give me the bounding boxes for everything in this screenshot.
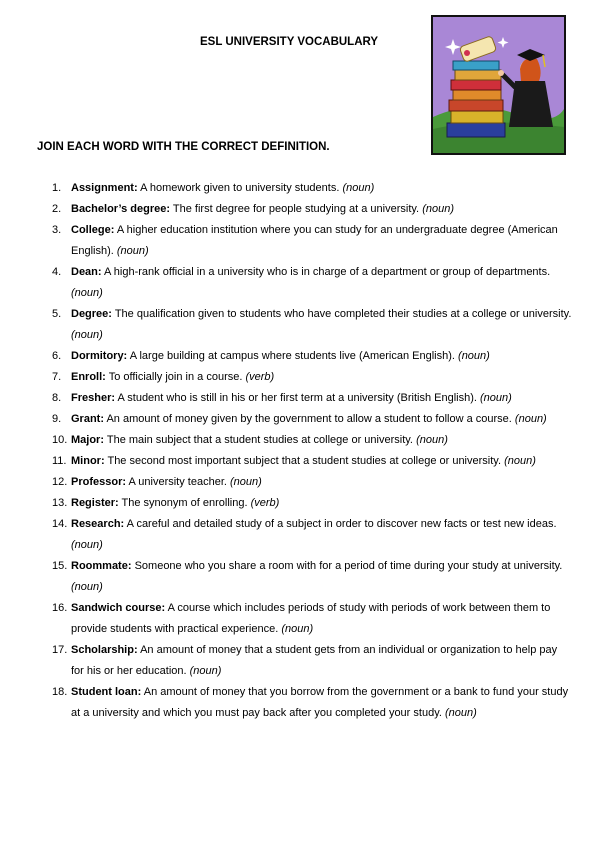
- list-item: [52, 199, 572, 220]
- item-part-of-speech: (noun): [504, 455, 536, 467]
- item-term: Dormitory:: [71, 350, 128, 362]
- item-definition: A higher education institution where you can study for an undergraduate degree (American English).: [71, 224, 558, 257]
- item-definition: An amount of money given by the government to allow a student to follow a course.: [106, 413, 512, 425]
- item-part-of-speech: (noun): [71, 581, 103, 593]
- item-part-of-speech: (noun): [281, 623, 314, 635]
- item-number: 5.: [52, 308, 62, 320]
- item-definition: The main subject that a student studies at college or university.: [106, 434, 413, 446]
- list-item: [52, 598, 572, 640]
- item-part-of-speech: (noun): [342, 182, 375, 194]
- item-number: 14.: [52, 518, 68, 530]
- item-number: 15.: [52, 560, 68, 572]
- item-definition: A careful and detailed study of a subject in order to discover new facts or test new ideas.: [126, 518, 557, 530]
- item-term: Major:: [71, 434, 104, 446]
- item-number: 7.: [52, 371, 62, 383]
- item-part-of-speech: (noun): [71, 287, 103, 299]
- item-number: 10.: [52, 434, 68, 446]
- item-definition: An amount of money that a student gets from an individual or organization to help pay for his or her education.: [71, 644, 558, 677]
- item-part-of-speech: (noun): [445, 707, 477, 719]
- item-term: Enroll:: [71, 371, 106, 383]
- list-item: [52, 493, 572, 514]
- list-item: [52, 304, 572, 346]
- list-item: [52, 388, 572, 409]
- item-term: Fresher:: [71, 392, 116, 404]
- item-definition: The qualification given to students who have completed their studies at a college or university.: [114, 308, 572, 320]
- item-definition: An amount of money that you borrow from the government or a bank to fund your study at a university and which you must pay back after you completed your study.: [71, 686, 569, 719]
- item-part-of-speech: (noun): [189, 665, 222, 677]
- instructions-heading: JOIN EACH WORD WITH THE CORRECT DEFINITION.: [37, 141, 330, 153]
- item-term: Register:: [71, 497, 119, 509]
- item-definition: A large building at campus where students live (American English).: [129, 350, 455, 362]
- list-item: [52, 367, 572, 388]
- item-definition: Someone who you share a room with for a period of time during your study at university.: [134, 560, 563, 572]
- vocabulary-list: [52, 178, 572, 724]
- item-term: Bachelor’s degree:: [71, 203, 171, 215]
- item-part-of-speech: (noun): [71, 329, 103, 341]
- item-term: Minor:: [71, 455, 105, 467]
- item-number: 18.: [52, 686, 68, 698]
- item-definition: A high-rank official in a university who is in charge of a department or group of departments.: [104, 266, 551, 278]
- list-item: [52, 640, 572, 682]
- item-term: Dean:: [71, 266, 102, 278]
- item-term: Sandwich course:: [71, 602, 166, 614]
- item-definition: To officially join in a course.: [108, 371, 243, 383]
- item-part-of-speech: (noun): [416, 434, 448, 446]
- item-number: 12.: [52, 476, 68, 488]
- list-item: [52, 556, 572, 598]
- item-term: Degree:: [71, 308, 112, 320]
- item-term: Professor:: [71, 476, 127, 488]
- item-number: 1.: [52, 182, 62, 194]
- item-part-of-speech: (verb): [250, 497, 280, 509]
- list-item: [52, 262, 572, 304]
- graduate-with-books-icon: [431, 15, 566, 155]
- item-number: 9.: [52, 413, 62, 425]
- list-item: [52, 409, 572, 430]
- item-number: 8.: [52, 392, 62, 404]
- item-part-of-speech: (noun): [71, 539, 103, 551]
- item-term: Assignment:: [71, 182, 138, 194]
- item-number: 16.: [52, 602, 68, 614]
- item-definition: A course which includes periods of study with periods of work between them to provide students with practical experience.: [71, 602, 551, 635]
- item-part-of-speech: (noun): [458, 350, 490, 362]
- item-part-of-speech: (verb): [245, 371, 275, 383]
- item-definition: A homework given to university students.: [140, 182, 340, 194]
- item-part-of-speech: (noun): [422, 203, 454, 215]
- list-item: [52, 430, 572, 451]
- item-number: 2.: [52, 203, 62, 215]
- item-term: Scholarship:: [71, 644, 138, 656]
- item-part-of-speech: (noun): [480, 392, 512, 404]
- item-number: 4.: [52, 266, 62, 278]
- item-definition: The first degree for people studying at a university.: [172, 203, 420, 215]
- item-number: 13.: [52, 497, 68, 509]
- item-definition: A university teacher.: [128, 476, 227, 488]
- item-term: Grant:: [71, 413, 104, 425]
- list-item: [52, 178, 572, 199]
- page-title: ESL UNIVERSITY VOCABULARY: [200, 36, 379, 48]
- item-number: 11.: [52, 455, 67, 467]
- item-term: Roommate:: [71, 560, 132, 572]
- item-definition: The second most important subject that a student studies at college or university.: [107, 455, 502, 467]
- item-term: Student loan:: [71, 686, 142, 698]
- list-item: [52, 346, 572, 367]
- item-term: College:: [71, 224, 115, 236]
- item-part-of-speech: (noun): [116, 245, 149, 257]
- list-item: [52, 220, 572, 262]
- list-item: [52, 472, 572, 493]
- item-term: Research:: [71, 518, 125, 530]
- item-number: 17.: [52, 644, 68, 656]
- item-part-of-speech: (noun): [514, 413, 547, 425]
- list-item: [52, 682, 572, 724]
- item-definition: The synonym of enrolling.: [121, 497, 248, 509]
- item-part-of-speech: (noun): [230, 476, 262, 488]
- list-item: [52, 451, 572, 472]
- list-item: [52, 514, 572, 556]
- item-definition: A student who is still in his or her first term at a university (British English).: [117, 392, 477, 404]
- item-number: 6.: [52, 350, 62, 362]
- item-number: 3.: [52, 224, 62, 236]
